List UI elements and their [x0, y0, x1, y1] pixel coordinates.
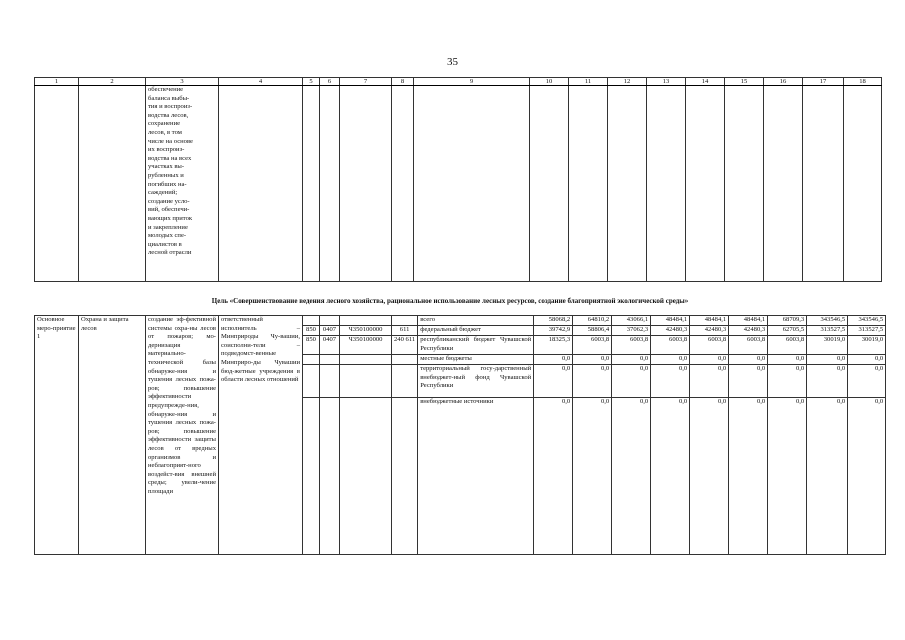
funding-value: 48484,1 — [690, 316, 729, 326]
funding-value: 0,0 — [612, 365, 651, 398]
page-number: 35 — [447, 56, 458, 68]
funding-value: 6003,8 — [768, 336, 807, 355]
funding-value: 0,0 — [573, 355, 612, 365]
funding-value: 48484,1 — [729, 316, 768, 326]
cell-empty — [530, 86, 569, 282]
funding-value: 62705,5 — [768, 326, 807, 336]
event-name: Охрана и защита лесов — [79, 316, 146, 555]
funding-value: 0,0 — [768, 398, 807, 555]
budget-code-c5: 850 — [303, 326, 320, 336]
continuation-table — [34, 77, 882, 282]
budget-code-c7: Ч350100000 — [340, 336, 392, 355]
budget-code-c8 — [392, 355, 418, 365]
budget-code-c6 — [320, 316, 340, 326]
funding-value: 43066,1 — [612, 316, 651, 326]
funding-value: 30019,0 — [848, 336, 886, 355]
event-executors: ответственный исполнитель – Минприроды Чу-вашии, соисполни-тели – подведомст-венные Минприро-ды Чувашии бюд-жетные учреждения в области лесных отношений — [219, 316, 303, 555]
cell-empty — [647, 86, 686, 282]
budget-code-c6: 0407 — [320, 336, 340, 355]
funding-value: 42480,3 — [729, 326, 768, 336]
funding-value: 6003,8 — [729, 336, 768, 355]
funding-value: 0,0 — [807, 398, 848, 555]
budget-code-c5: 850 — [303, 336, 320, 355]
funding-value: 37062,3 — [612, 326, 651, 336]
cell-empty — [303, 86, 320, 282]
funding-value: 6003,8 — [651, 336, 690, 355]
column-header-18: 18 — [844, 78, 882, 86]
funding-value: 42480,3 — [690, 326, 729, 336]
funding-source: республиканский бюджет Чувашской Республики — [418, 336, 534, 355]
budget-code-c6 — [320, 355, 340, 365]
cell-empty — [219, 86, 303, 282]
funding-value: 0,0 — [651, 355, 690, 365]
budget-code-c7 — [340, 355, 392, 365]
column-header-6: 6 — [320, 78, 340, 86]
column-header-13: 13 — [647, 78, 686, 86]
top-block-row — [35, 86, 882, 282]
cell-empty — [79, 86, 146, 282]
event-table — [34, 315, 886, 555]
column-header-5: 5 — [303, 78, 320, 86]
funding-value: 0,0 — [573, 398, 612, 555]
cell-empty — [414, 86, 530, 282]
funding-value: 0,0 — [729, 398, 768, 555]
funding-source: территориальный госу-дарственный внебюджет-ный фонд Чувашской Республики — [418, 365, 534, 398]
funding-value: 343546,5 — [848, 316, 886, 326]
budget-code-c7: Ч350100000 — [340, 326, 392, 336]
funding-value: 64810,2 — [573, 316, 612, 326]
funding-value: 0,0 — [848, 365, 886, 398]
header-row — [35, 78, 882, 86]
funding-value: 6003,8 — [690, 336, 729, 355]
budget-code-c7 — [340, 365, 392, 398]
cell-empty — [686, 86, 725, 282]
column-header-11: 11 — [569, 78, 608, 86]
funding-value: 0,0 — [612, 398, 651, 555]
cell-empty — [569, 86, 608, 282]
top-block-task-text: обеспечение баланса выбы- тия и воспроиз- водства лесов, сохранение лесов, в том числе на основе их воспроиз- водства на всех участках вы- рубленных и погибших на- саждений; создание усло- вий, обеспечи- вающих приток и закрепление молодых спе- циалистов в лесной отрасли — [146, 86, 219, 282]
budget-code-c8: 240 611 — [392, 336, 418, 355]
funding-value: 6003,8 — [573, 336, 612, 355]
funding-value: 0,0 — [573, 365, 612, 398]
cell-empty — [608, 86, 647, 282]
budget-code-c5 — [303, 355, 320, 365]
budget-code-c8: 611 — [392, 326, 418, 336]
column-header-10: 10 — [530, 78, 569, 86]
column-header-3: 3 — [146, 78, 219, 86]
funding-value: 0,0 — [729, 355, 768, 365]
funding-value: 0,0 — [690, 398, 729, 555]
funding-value: 0,0 — [534, 365, 573, 398]
funding-value: 39742,9 — [534, 326, 573, 336]
funding-source: всего — [418, 316, 534, 326]
funding-value: 313527,5 — [848, 326, 886, 336]
budget-code-c6 — [320, 398, 340, 555]
column-header-1: 1 — [35, 78, 79, 86]
cell-empty — [35, 86, 79, 282]
funding-value: 0,0 — [651, 365, 690, 398]
budget-code-c7 — [340, 398, 392, 555]
funding-value: 58806,4 — [573, 326, 612, 336]
cell-empty — [320, 86, 340, 282]
funding-value: 18325,3 — [534, 336, 573, 355]
budget-code-c7 — [340, 316, 392, 326]
budget-code-c5 — [303, 398, 320, 555]
cell-empty — [340, 86, 392, 282]
funding-value: 0,0 — [848, 355, 886, 365]
funding-value: 0,0 — [768, 365, 807, 398]
cell-empty — [803, 86, 844, 282]
funding-value: 0,0 — [690, 365, 729, 398]
budget-code-c8 — [392, 316, 418, 326]
budget-code-c5 — [303, 365, 320, 398]
column-header-7: 7 — [340, 78, 392, 86]
column-header-8: 8 — [392, 78, 414, 86]
column-header-15: 15 — [725, 78, 764, 86]
funding-value: 0,0 — [807, 365, 848, 398]
funding-value: 68709,3 — [768, 316, 807, 326]
funding-row — [35, 316, 886, 326]
cell-empty — [392, 86, 414, 282]
funding-source: внебюджетные источники — [418, 398, 534, 555]
funding-value: 0,0 — [534, 398, 573, 555]
budget-code-c5 — [303, 316, 320, 326]
event-tasks: создание эф-фективной системы охра-ны лесов от пожаров; мо-дернизация материально-технической базы обнаруже-ния и тушения лесных пожа-ров; повышение эффективности предупрежде-ния, обнаруже-ния и тушения лесных пожа-ров; повышение эффективности защиты лесов от вредных организмов и неблагоприят-ного воздейст-вия внешней среды; увели-чение площади — [146, 316, 219, 555]
funding-value: 313527,5 — [807, 326, 848, 336]
column-header-12: 12 — [608, 78, 647, 86]
funding-value: 0,0 — [807, 355, 848, 365]
funding-value: 58068,2 — [534, 316, 573, 326]
funding-value: 30019,0 — [807, 336, 848, 355]
cell-empty — [725, 86, 764, 282]
cell-empty — [764, 86, 803, 282]
column-header-17: 17 — [803, 78, 844, 86]
goal-title: Цель «Совершенствование ведения лесного хозяйства, рациональное использование лесных ресурсов, создание благоприятной экологической среды» — [211, 297, 689, 305]
column-header-14: 14 — [686, 78, 725, 86]
funding-value: 0,0 — [768, 355, 807, 365]
funding-value: 48484,1 — [651, 316, 690, 326]
funding-value: 6003,8 — [612, 336, 651, 355]
column-header-4: 4 — [219, 78, 303, 86]
funding-value: 0,0 — [729, 365, 768, 398]
funding-value: 0,0 — [848, 398, 886, 555]
funding-value: 0,0 — [690, 355, 729, 365]
budget-code-c6: 0407 — [320, 326, 340, 336]
budget-code-c6 — [320, 365, 340, 398]
funding-value: 42480,3 — [651, 326, 690, 336]
budget-code-c8 — [392, 398, 418, 555]
column-header-2: 2 — [79, 78, 146, 86]
funding-source: федеральный бюджет — [418, 326, 534, 336]
cell-empty — [844, 86, 882, 282]
column-header-16: 16 — [764, 78, 803, 86]
budget-code-c8 — [392, 365, 418, 398]
funding-value: 343546,5 — [807, 316, 848, 326]
column-header-9: 9 — [414, 78, 530, 86]
funding-value: 0,0 — [651, 398, 690, 555]
funding-value: 0,0 — [534, 355, 573, 365]
funding-source: местные бюджеты — [418, 355, 534, 365]
funding-value: 0,0 — [612, 355, 651, 365]
event-number: Основное меро-приятие 1 — [35, 316, 79, 555]
